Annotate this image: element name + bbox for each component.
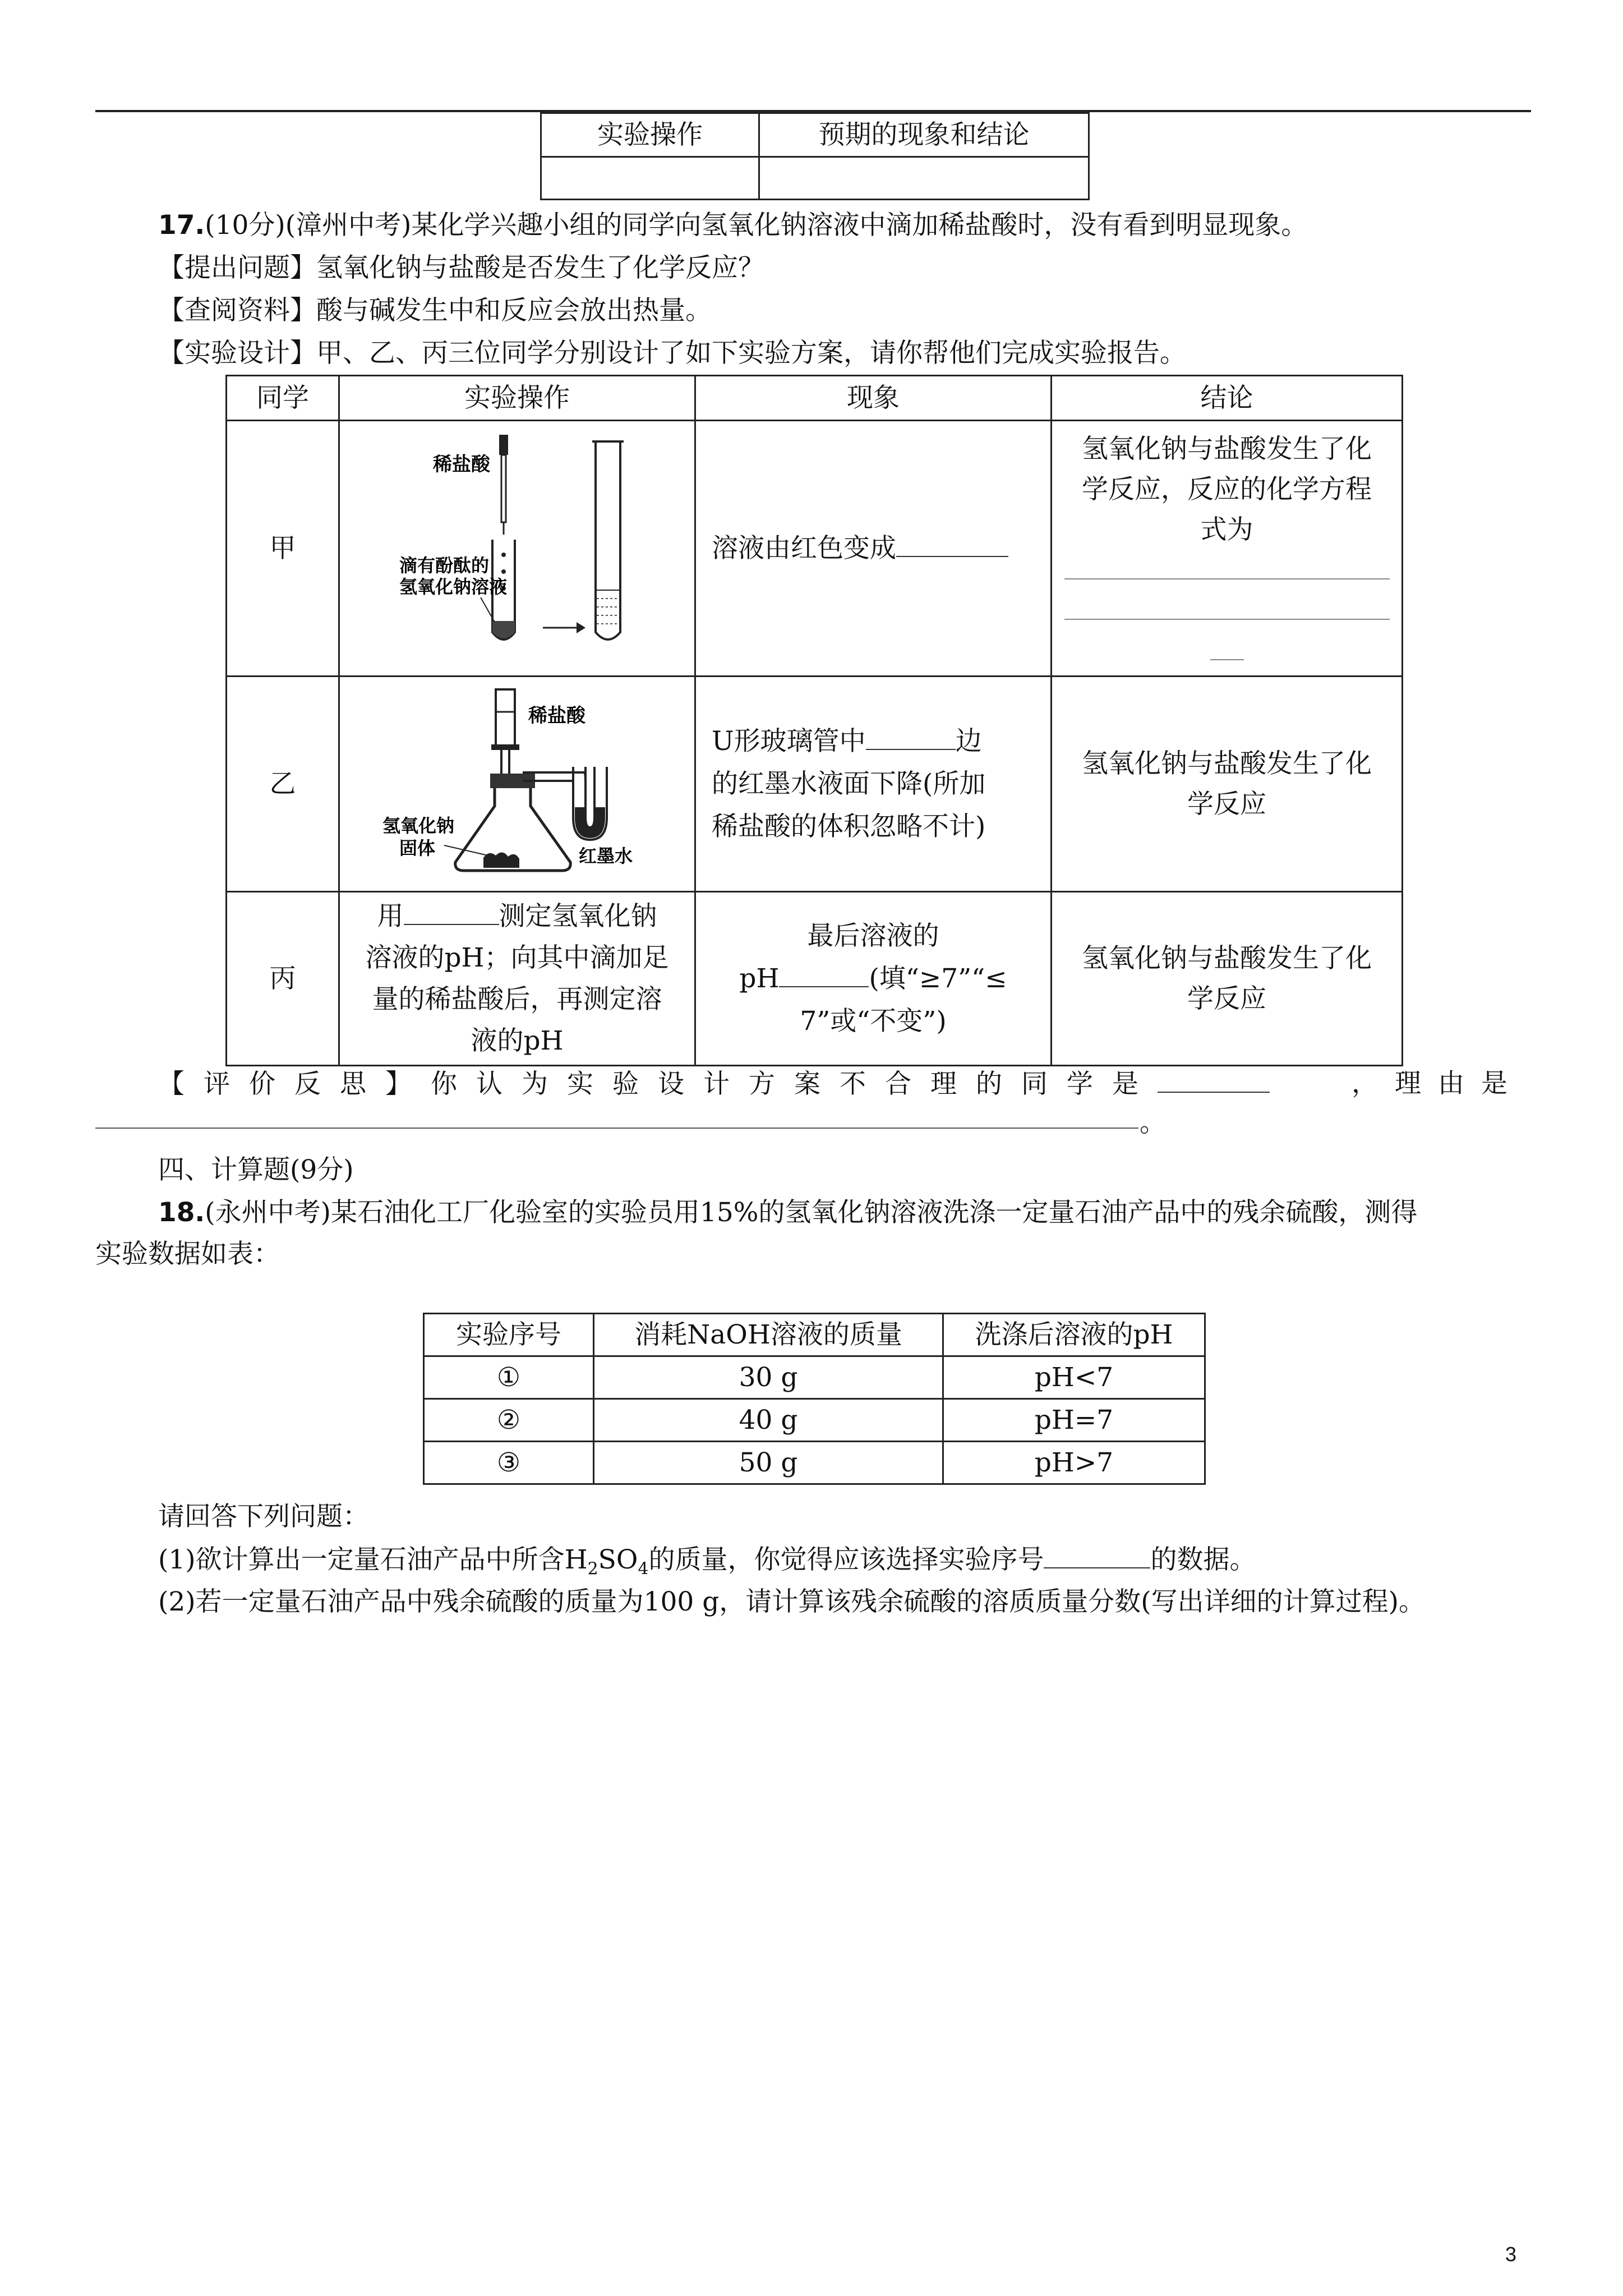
conclusion-line: 氢氧化钠与盐酸发生了化 — [1082, 942, 1372, 974]
q18-text: (永州中考)某石油化工厂化验室的实验员用15%的氢氧化钠溶液洗涤一定量石油产品中的残余硫酸，测得 — [205, 1197, 1418, 1228]
phenomenon-text: (填“≥7”“≤ — [869, 963, 1007, 994]
q18-cell: pH=7 — [943, 1399, 1205, 1442]
q17-conclusion-yi — [1052, 677, 1403, 892]
conclusion-line: 氢氧化钠与盐酸发生了化 — [1082, 748, 1372, 779]
flask-u-tube-diagram — [360, 677, 674, 879]
q18-cell: 30 g — [594, 1356, 943, 1399]
q18-cell: ③ — [424, 1442, 594, 1484]
q17-design: 甲、乙、丙三位同学分别设计了如下实验方案，请你帮他们完成实验报告。 — [316, 338, 1186, 369]
q18-sub1 — [158, 1543, 1256, 1586]
diagram-label: 固体 — [399, 838, 436, 859]
naoh-solid — [483, 852, 519, 868]
q17-table — [225, 375, 1403, 1066]
q18-cell: ② — [424, 1399, 594, 1442]
top-table-header: 实验操作 — [541, 113, 759, 157]
diagram-label: 稀盐酸 — [528, 705, 585, 727]
q17-info-line — [158, 294, 712, 328]
red-ink — [575, 807, 605, 838]
end-mark: 。 — [1140, 1107, 1166, 1138]
q17-diagram-yi-cell — [339, 677, 695, 892]
operation-text: 测定氢氧化钠 — [499, 900, 657, 932]
subscript: 2 — [587, 1559, 598, 1579]
q18-cell: pH<7 — [943, 1356, 1205, 1399]
answer-blank[interactable] — [896, 531, 1008, 557]
dropper-bulb — [499, 435, 508, 455]
equation-blank-2[interactable] — [1064, 596, 1390, 620]
q17-header: 同学 — [227, 376, 339, 421]
phenomenon-text: 的红墨水液面下降(所加 — [712, 768, 986, 799]
separatory-funnel — [496, 689, 515, 746]
q18-table — [423, 1313, 1206, 1485]
q18-header: 消耗NaOH溶液的质量 — [594, 1314, 943, 1356]
q17-question-line — [158, 251, 764, 285]
diagram-label: 红墨水 — [579, 845, 633, 867]
operation-text: 量的稀盐酸后，再测定溶 — [372, 983, 662, 1015]
q17-header: 实验操作 — [339, 376, 695, 421]
top-table-cell — [541, 157, 759, 200]
q18-sub1-text: SO — [598, 1544, 638, 1575]
q18-sub1-text: 的数据。 — [1150, 1544, 1256, 1575]
q18-line1 — [158, 1196, 1417, 1230]
q18-sub2: (2)若一定量石油产品中残余硫酸的质量为100 g，请计算该残余硫酸的溶质质量分数(写出详细的计算过程)。 — [158, 1586, 1425, 1617]
answer-blank[interactable] — [1044, 1543, 1150, 1568]
conclusion-line: 学反应 — [1187, 983, 1266, 1014]
answer-blank[interactable] — [779, 961, 869, 987]
reflection-text: 你认为实验设计方案不合理的同学是 — [431, 1069, 1158, 1099]
q18-line2: 实验数据如表： — [95, 1239, 280, 1269]
conclusion-line: 氢氧化钠与盐酸发生了化 — [1082, 433, 1372, 464]
phenomenon-text: 稀盐酸的体积忽略不计) — [712, 811, 986, 842]
dropper-tube — [501, 455, 506, 522]
equation-blank-3[interactable] — [1210, 637, 1244, 660]
section-title: 四、计算题(9分) — [158, 1154, 354, 1185]
top-table — [540, 112, 1090, 200]
equation-blank-1[interactable] — [1064, 556, 1390, 579]
q17-intro: (10分)(漳州中考)某化学兴趣小组的同学向氢氧化钠溶液中滴加稀盐酸时，没有看到明显现象。 — [205, 210, 1308, 241]
top-table-cell — [759, 157, 1089, 200]
diagram-label: 氢氧化钠溶液 — [399, 576, 508, 597]
q17-phenomenon-jia — [695, 421, 1052, 677]
q17-diagram-jia-cell — [339, 421, 695, 677]
phenomenon-text: 7”或“不变”) — [800, 1005, 947, 1037]
q18-cell: 40 g — [594, 1399, 943, 1442]
top-table-header: 预期的现象和结论 — [759, 113, 1089, 157]
q17-student: 甲 — [227, 421, 339, 677]
diagram-label: 氢氧化钠 — [382, 815, 455, 836]
q18-sub1-text: (1)欲计算出一定量石油产品中所含H — [158, 1544, 588, 1575]
q17-question-label: 【提出问题】 — [158, 252, 316, 283]
q17-student: 乙 — [227, 677, 339, 892]
reflection-label: 【评价反思】 — [158, 1069, 431, 1099]
q17-info: 酸与碱发生中和反应会放出热量。 — [316, 295, 712, 326]
q17-reflection-line — [158, 1067, 1270, 1101]
phenomenon-text: 边 — [955, 725, 982, 757]
q18-cell: ① — [424, 1356, 594, 1399]
q17-header: 现象 — [695, 376, 1052, 421]
q17-design-line — [158, 337, 1186, 370]
test-tube-2 — [596, 441, 620, 639]
diagram-label: 稀盐酸 — [433, 453, 490, 476]
operation-text: 液的pH — [471, 1025, 564, 1056]
q17-design-label: 【实验设计】 — [158, 338, 316, 369]
q17-header: 结论 — [1052, 376, 1403, 421]
q17-number: 17. — [158, 210, 205, 241]
q18-cell: 50 g — [594, 1442, 943, 1484]
answer-blank[interactable] — [404, 899, 499, 925]
q18-header: 实验序号 — [424, 1314, 594, 1356]
phenomenon-text: 最后溶液的 — [807, 920, 939, 951]
q18-number: 18. — [158, 1197, 205, 1228]
indicator-test-tube-diagram — [360, 425, 674, 660]
q17-question: 氢氧化钠与盐酸是否发生了化学反应？ — [316, 252, 764, 283]
conclusion-line: 学反应 — [1187, 788, 1266, 820]
q18-prompt: 请回答下列问题： — [158, 1501, 369, 1532]
q17-student: 丙 — [227, 892, 339, 1066]
q17-intro-line — [158, 209, 1307, 242]
answer-blank[interactable] — [1158, 1067, 1270, 1093]
conclusion-line: 学反应，反应的化学方程 — [1082, 473, 1372, 505]
page-number: 3 — [1505, 2243, 1517, 2266]
q17-phenomenon-bing — [695, 892, 1052, 1066]
q17-info-label: 【查阅资料】 — [158, 295, 316, 326]
phenomenon-text: U形玻璃管中 — [712, 725, 866, 757]
diagram-label: 滴有酚酞的 — [399, 555, 490, 576]
q17-conclusion-jia — [1052, 421, 1403, 677]
q18-cell: pH>7 — [943, 1442, 1205, 1484]
q17-operation-bing — [339, 892, 695, 1066]
answer-blank[interactable] — [866, 724, 956, 750]
operation-text: 用 — [377, 900, 404, 932]
reason-text: ，理由是 — [1352, 1068, 1524, 1099]
q18-header: 洗涤后溶液的pH — [943, 1314, 1205, 1356]
phenomenon-text: 溶液由红色变成 — [712, 532, 896, 564]
reason-blank[interactable] — [95, 1116, 1138, 1129]
operation-text: 溶液的pH；向其中滴加足 — [365, 942, 669, 973]
conclusion-line: 式为 — [1200, 514, 1253, 545]
subscript: 4 — [638, 1559, 649, 1579]
phenomenon-text: pH — [739, 963, 780, 994]
q17-conclusion-bing — [1052, 892, 1403, 1066]
q18-sub1-text: 的质量，你觉得应该选择实验序号 — [648, 1544, 1044, 1575]
q17-phenomenon-yi — [695, 677, 1052, 892]
